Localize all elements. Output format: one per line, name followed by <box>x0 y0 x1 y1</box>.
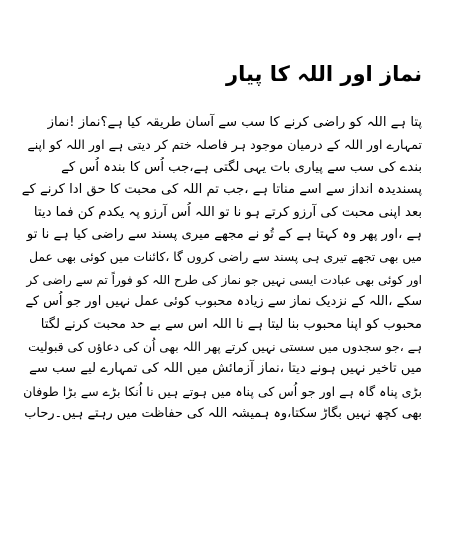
body-line: سکے ،اللہ کے نزدیک نماز سے زیادہ محبوب کوئی عمل نہیں اور جو اُس کے <box>25 294 422 310</box>
body-line: بندے کی سب سے پیاری بات یہی لگتی ہے،جب اُس کا بندہ اُس کے <box>61 159 422 175</box>
body-line: بڑی پناہ گاہ ہے اور جو اُس کی پناہ میں ہوتے ہیں نا اُنکا بڑے سے بڑا طوفان <box>23 383 422 399</box>
body-line: محبوب کو اپنا محبوب بنا لیتا ہے نا اللہ اس سے بے حد محبت کرنے لگتا <box>40 316 422 332</box>
body-line: ہے ،جو سجدوں میں سستی نہیں کرتے پھر اللہ بھی اُن کی دعاؤں کی قبولیت <box>28 339 422 354</box>
body-line: بعد اپنی محبت کی آرزو کرتے ہو نا تو اللہ اُس آرزو پہ یکدم کن فما دیتا <box>33 204 422 220</box>
body-line: میں تاخیر نہیں ہونے دیتا ،نماز آزمائش میں اللہ کی تمہارے لیے سب سے <box>29 361 422 377</box>
body-line: ہے ،اور پھر وہ کہتا ہے کے تُو نے مجھے میری پسند سے راضی کیا ہے نا تو <box>26 226 422 242</box>
body-line: بھی کچھ نہیں بگاڑ سکتا،وہ ہمیشہ اللہ کی حفاظت میں رہتے ہیں۔رحاب <box>24 406 422 422</box>
article-title: نماز اور اللہ کا پیار <box>225 62 422 86</box>
body-line: تمہارے اور اللہ کے درمیان موجود ہر فاصلہ ختم کر دیتی ہے اور اللہ کو اپنے <box>27 137 422 153</box>
article-body <box>22 112 422 425</box>
body-line: پسندیدہ انداز سے اسے مناتا ہے ،جب تم اللہ کی محبت کا حق ادا کرنے کے <box>22 182 422 198</box>
body-line: اور کوئی بھی عبادت ایسی نہیں جو نماز کی طرح اللہ کو فوراً تم سے راضی کر <box>26 272 422 287</box>
body-line: میں بھی تجھے تیری ہی پسند سے راضی کروں گا ،کائنات میں کوئی بھی عمل <box>29 250 422 265</box>
body-line: پتا ہے اللہ کو راضی کرنے کا سب سے آسان طریقہ کیا ہے؟نماز !نماز <box>47 115 422 130</box>
